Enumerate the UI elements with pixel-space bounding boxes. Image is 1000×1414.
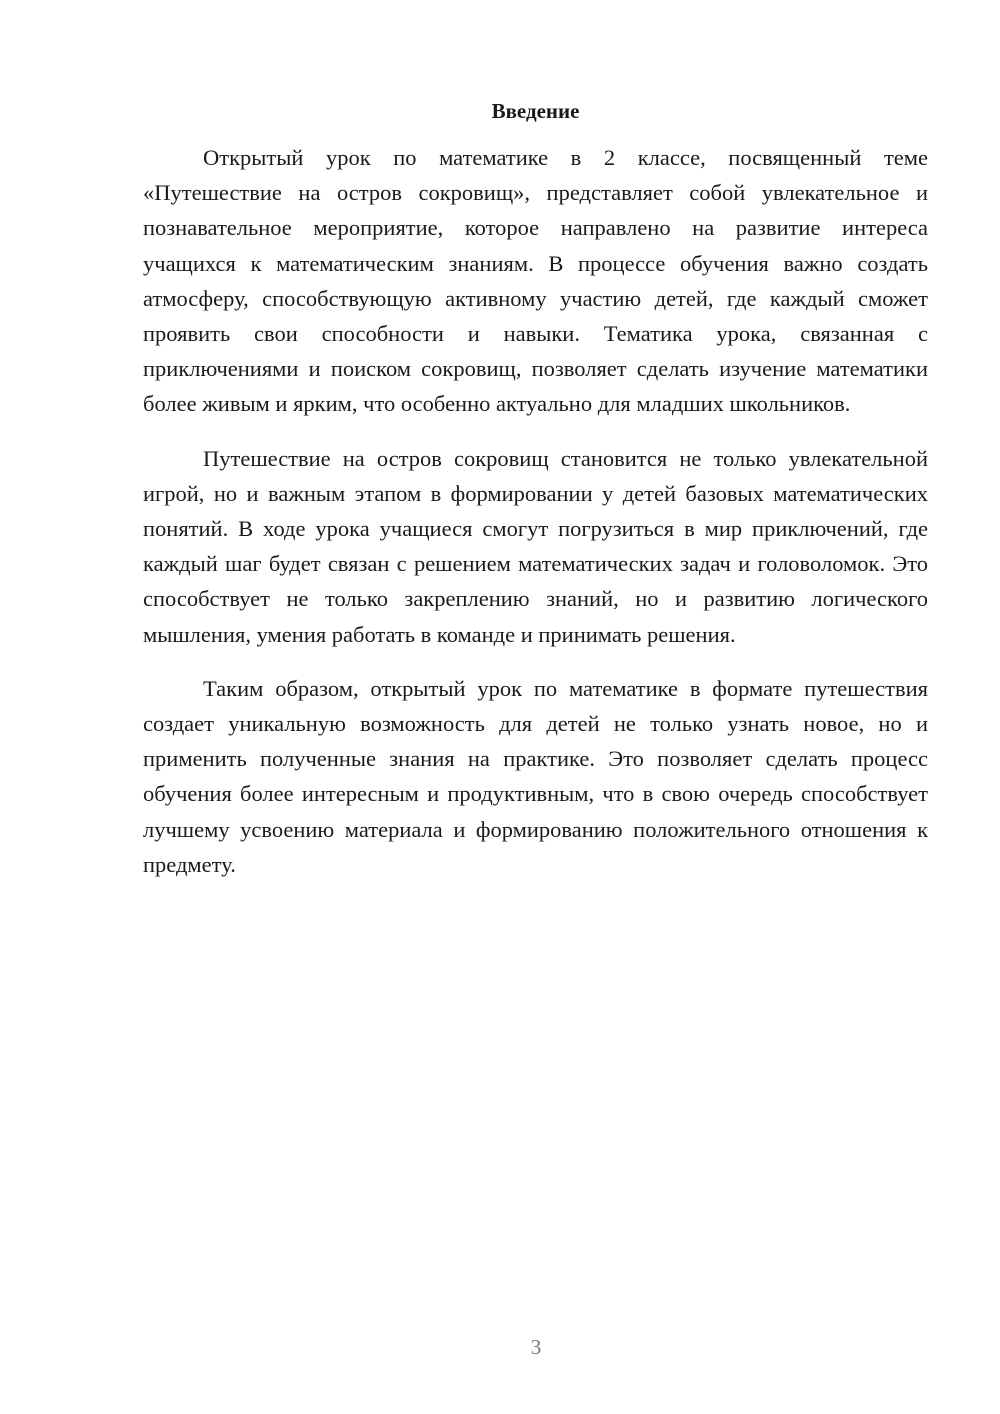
paragraph-1: Открытый урок по математике в 2 классе, посвященный теме «Путешествие на остров сокровищ», представляет собой увлекательное и познавательное мероприятие, которое направлено на развитие интереса учащихся к математическим знаниям. В процессе обучения важно создать атмосферу, способствующую активному участию детей, где каждый сможет проявить свои способности и навыки. Тематика урока, связанная с приключениями и поиском сокровищ, позволяет сделать изучение математики более живым и ярким, что особенно актуально для младших школьников. xyxy=(143,145,928,417)
paragraph-3: Таким образом, открытый урок по математике в формате путешествия создает уникальную возможность для детей не только узнать новое, но и применить полученные знания на практике. Это позволяет сделать процесс обучения более интересным и продуктивным, что в свою очередь способствует лучшему усвоению материала и формированию положительного отношения к предмету. xyxy=(143,675,928,877)
paragraph-2: Путешествие на остров сокровищ становится не только увлекательной игрой, но и важным этапом в формировании у детей базовых математических понятий. В ходе урока учащиеся смогут погрузиться в мир приключений, где каждый шаг будет связан с решением математических задач и головоломок. Это способствует не только закреплению знаний, но и развитию логического мышления, умения работать в команде и принимать решения. xyxy=(143,445,928,647)
section-heading: Введение xyxy=(491,99,580,123)
page-content xyxy=(143,96,928,901)
page-number: 3 xyxy=(530,1335,542,1359)
